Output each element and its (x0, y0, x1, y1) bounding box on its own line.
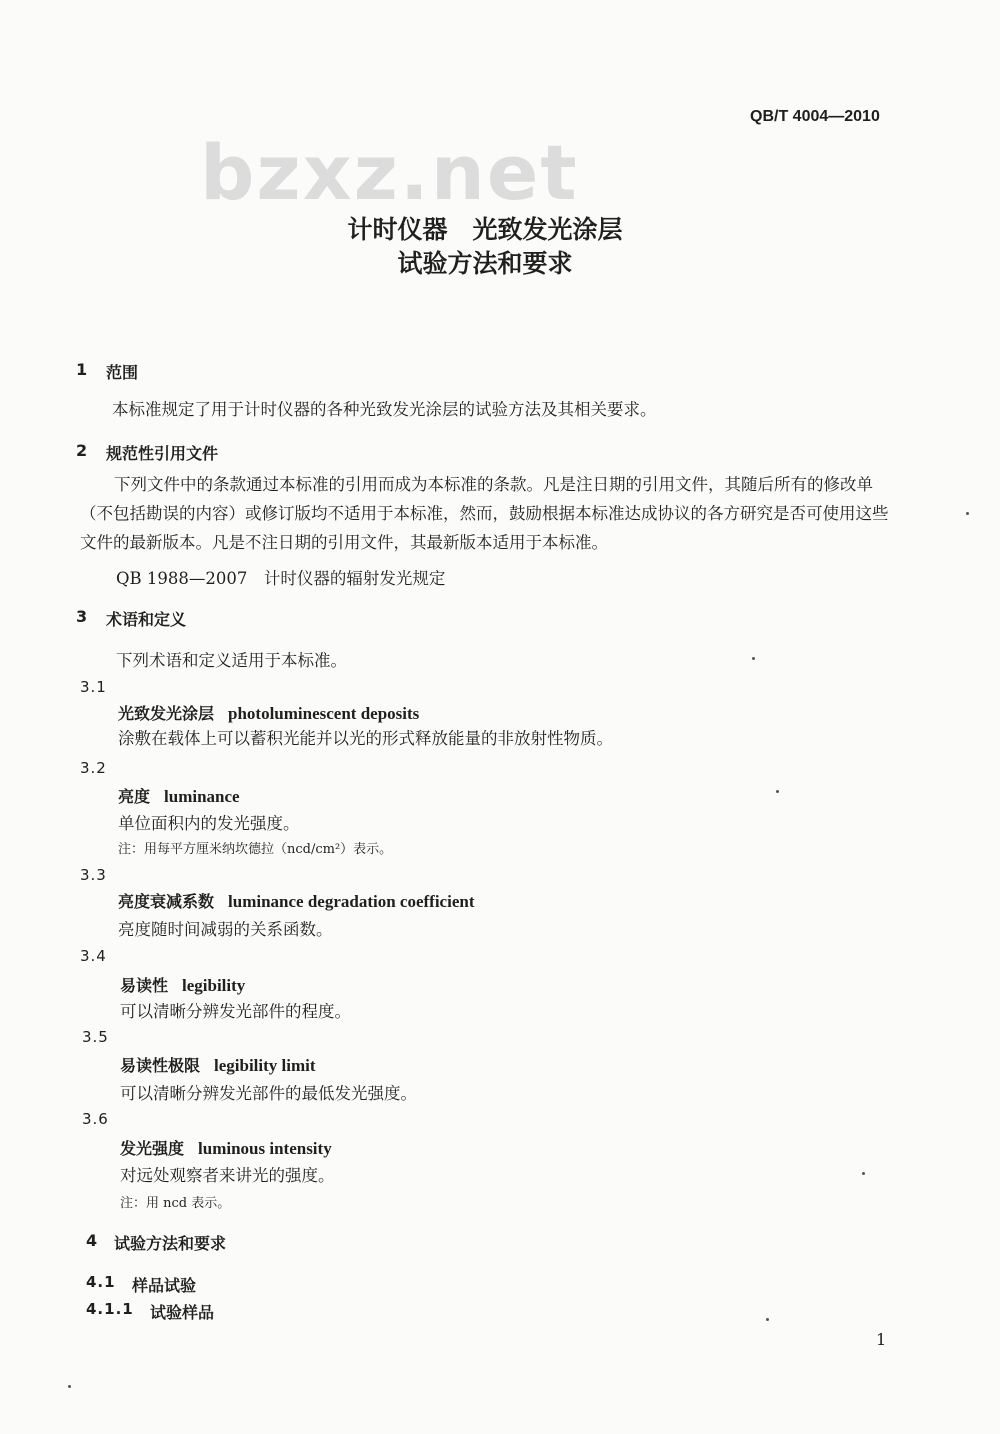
document-title-line1: 计时仪器 光致发光涂层 (347, 215, 623, 244)
term-3-6-title (120, 1136, 332, 1159)
section-3-heading: 术语和定义 (106, 610, 187, 629)
section-4-1-heading: 样品试验 (132, 1276, 197, 1295)
term-3-5-definition: 可以清晰分辨发光部件的最低发光强度。 (120, 1084, 417, 1103)
term-3-6-definition: 对远处观察者来讲光的强度。 (120, 1166, 335, 1185)
term-3-5-title (120, 1053, 316, 1076)
section-2-number: 2 (76, 441, 88, 460)
section-2-heading: 规范性引用文件 (106, 444, 219, 463)
term-3-1-number: 3.1 (80, 678, 107, 696)
scan-speck (862, 1172, 865, 1175)
section-1-heading: 范围 (106, 363, 139, 382)
term-3-1-zh: 光致发光涂层 (118, 704, 215, 723)
term-3-3-title (118, 889, 474, 912)
term-3-1-definition: 涂敷在载体上可以蓄积光能并以光的形式释放能量的非放射性物质。 (118, 729, 613, 748)
section-4-1-1-number: 4.1.1 (86, 1300, 134, 1318)
scan-speck (752, 657, 755, 660)
term-3-4-zh: 易读性 (120, 976, 169, 995)
scan-speck (68, 1385, 71, 1388)
term-3-4-definition: 可以清晰分辨发光部件的程度。 (120, 1002, 351, 1021)
term-3-6-note: 注：用 ncd 表示。 (120, 1196, 231, 1211)
term-3-5-number: 3.5 (82, 1028, 109, 1046)
document-title-line2: 试验方法和要求 (397, 249, 573, 278)
term-3-2-title (118, 784, 240, 807)
watermark: bzxz.net (200, 128, 579, 217)
section-4-heading: 试验方法和要求 (114, 1234, 227, 1253)
term-3-3-number: 3.3 (80, 866, 107, 884)
term-3-3-zh: 亮度衰减系数 (118, 892, 215, 911)
term-3-2-zh: 亮度 (118, 787, 151, 806)
term-3-2-en: luminance (164, 787, 240, 806)
term-3-6-en: luminous intensity (198, 1139, 332, 1158)
section-1-number: 1 (76, 360, 88, 379)
section-1-text: 本标准规定了用于计时仪器的各种光致发光涂层的试验方法及其相关要求。 (112, 400, 657, 419)
section-2-paragraph (80, 470, 900, 557)
term-3-4-title (120, 973, 245, 996)
term-3-6-zh: 发光强度 (120, 1139, 185, 1158)
term-3-5-en: legibility limit (214, 1056, 316, 1075)
scan-speck (966, 512, 969, 515)
section-4-number: 4 (86, 1231, 98, 1250)
term-3-1-en: photoluminescent deposits (228, 704, 420, 723)
term-3-2-definition: 单位面积内的发光强度。 (118, 814, 300, 833)
scan-speck (776, 790, 779, 793)
term-3-6-number: 3.6 (82, 1110, 109, 1128)
section-4-1-1-heading: 试验样品 (150, 1303, 215, 1322)
scan-speck (766, 1318, 769, 1321)
term-3-1-title (118, 701, 419, 724)
section-3-intro: 下列术语和定义适用于本标准。 (116, 651, 347, 670)
section-4-1-number: 4.1 (86, 1273, 116, 1291)
term-3-4-number: 3.4 (80, 947, 107, 965)
term-3-3-definition: 亮度随时间减弱的关系函数。 (118, 920, 333, 939)
page-number: 1 (876, 1330, 887, 1349)
term-3-3-en: luminance degradation coefficient (228, 892, 475, 911)
term-3-2-note: 注：用每平方厘米纳坎德拉（ncd/cm²）表示。 (118, 842, 393, 857)
reference-document: QB 1988—2007 计时仪器的辐射发光规定 (116, 569, 446, 588)
term-3-5-zh: 易读性极限 (120, 1056, 201, 1075)
term-3-2-number: 3.2 (80, 759, 107, 777)
section-2-paragraph-text: 下列文件中的条款通过本标准的引用而成为本标准的条款。凡是注日期的引用文件，其随后所有的修改单（不包括勘误的内容）或修订版均不适用于本标准，然而，鼓励根据本标准达成协议的各方研究是否可使用这些文件的最新版本。凡是不注日期的引用文件，其最新版本适用于本标准。 (80, 475, 889, 552)
term-3-4-en: legibility (182, 976, 246, 995)
section-3-number: 3 (76, 607, 88, 626)
standard-code: QB/T 4004—2010 (750, 108, 880, 125)
